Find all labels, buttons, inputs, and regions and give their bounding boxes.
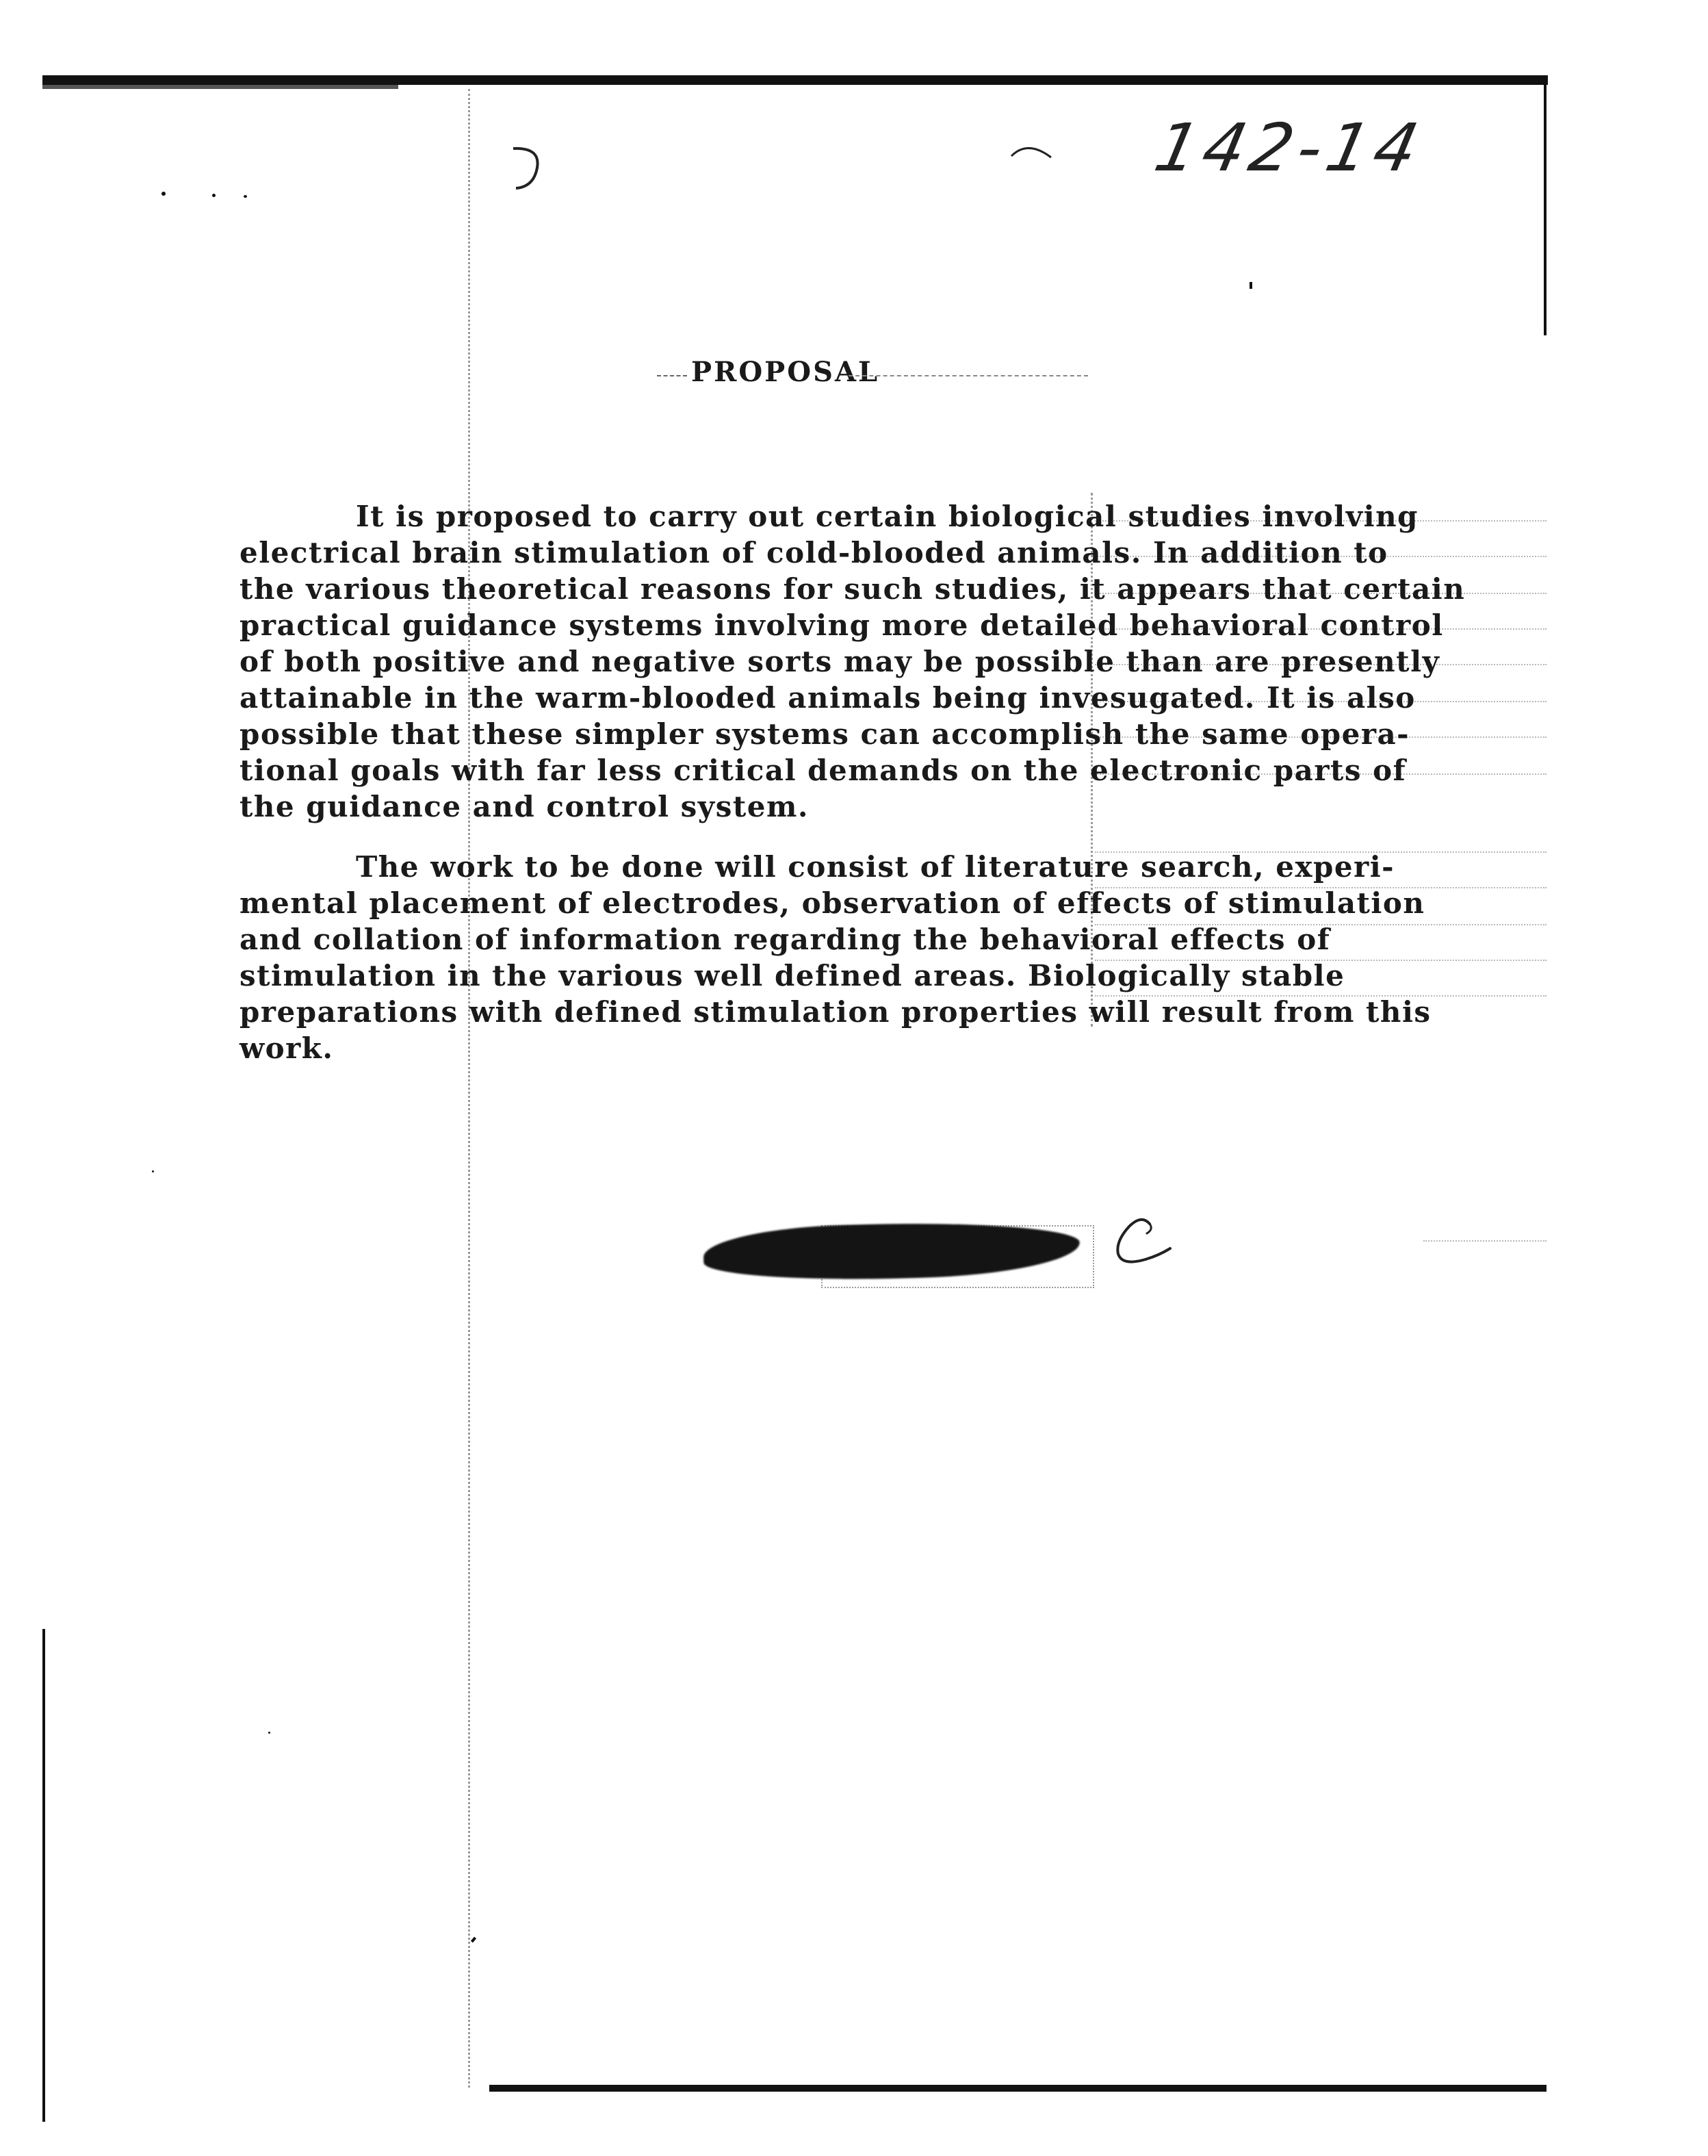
scan-speck xyxy=(471,1937,476,1943)
paragraph-2 xyxy=(240,849,1432,1066)
scan-top-border-lower xyxy=(42,85,398,89)
paragraph-line: electrical brain stimulation of cold-blooded animals. In addition to xyxy=(240,536,1388,569)
paragraph-line: The work to be done will consist of literature search, experi- xyxy=(356,850,1395,884)
paragraph-line: tional goals with far less critical demands on the electronic parts of xyxy=(240,754,1407,787)
scan-speck xyxy=(268,1732,270,1734)
scan-right-edge xyxy=(1544,75,1547,335)
paragraph-line: attainable in the warm-blooded animals being invesugated. It is also xyxy=(240,681,1416,715)
scan-arc-mark xyxy=(1006,137,1061,171)
paragraph-line: stimulation in the various well defined areas. Biologically stable xyxy=(240,959,1345,992)
paragraph-line: practical guidance systems involving more detailed behavioral control xyxy=(240,608,1444,642)
scan-dot xyxy=(244,195,247,198)
paragraph-line: the various theoretical reasons for such studies, it appears that certain xyxy=(240,572,1466,606)
paragraph-line: possible that these simpler systems can accomplish the same opera- xyxy=(240,717,1410,751)
paragraph-line: work. xyxy=(240,1031,334,1065)
scan-line xyxy=(1423,1240,1547,1242)
handwritten-initial-c xyxy=(1102,1211,1177,1273)
page-number: 142-14 xyxy=(1148,110,1430,186)
paragraph-line: preparations with defined stimulation properties will result from this xyxy=(240,995,1432,1029)
scan-top-border xyxy=(42,75,1548,85)
scan-speck xyxy=(1250,282,1252,289)
scan-dot xyxy=(161,192,166,196)
paragraph-line: and collation of information regarding the behavioral effects of xyxy=(240,923,1331,956)
title-rule-left xyxy=(657,375,687,376)
scan-curve-mark xyxy=(506,140,554,195)
paragraph-line: the guidance and control system. xyxy=(240,790,810,823)
scan-bottom-border xyxy=(489,2085,1547,2092)
scan-dot xyxy=(212,194,216,197)
paragraph-1 xyxy=(240,498,1466,825)
document-title: PROPOSAL xyxy=(691,356,880,388)
scan-speck xyxy=(152,1170,154,1172)
paragraph-line: of both positive and negative sorts may be possible than are presently xyxy=(240,645,1440,678)
paragraph-line: mental placement of electrodes, observation of effects of stimulation xyxy=(240,886,1425,920)
paragraph-line: It is proposed to carry out certain biological studies involving xyxy=(356,500,1419,533)
fold-line-left xyxy=(468,89,470,2088)
scan-left-edge xyxy=(42,1629,45,2122)
title-rule-right xyxy=(849,375,1088,376)
